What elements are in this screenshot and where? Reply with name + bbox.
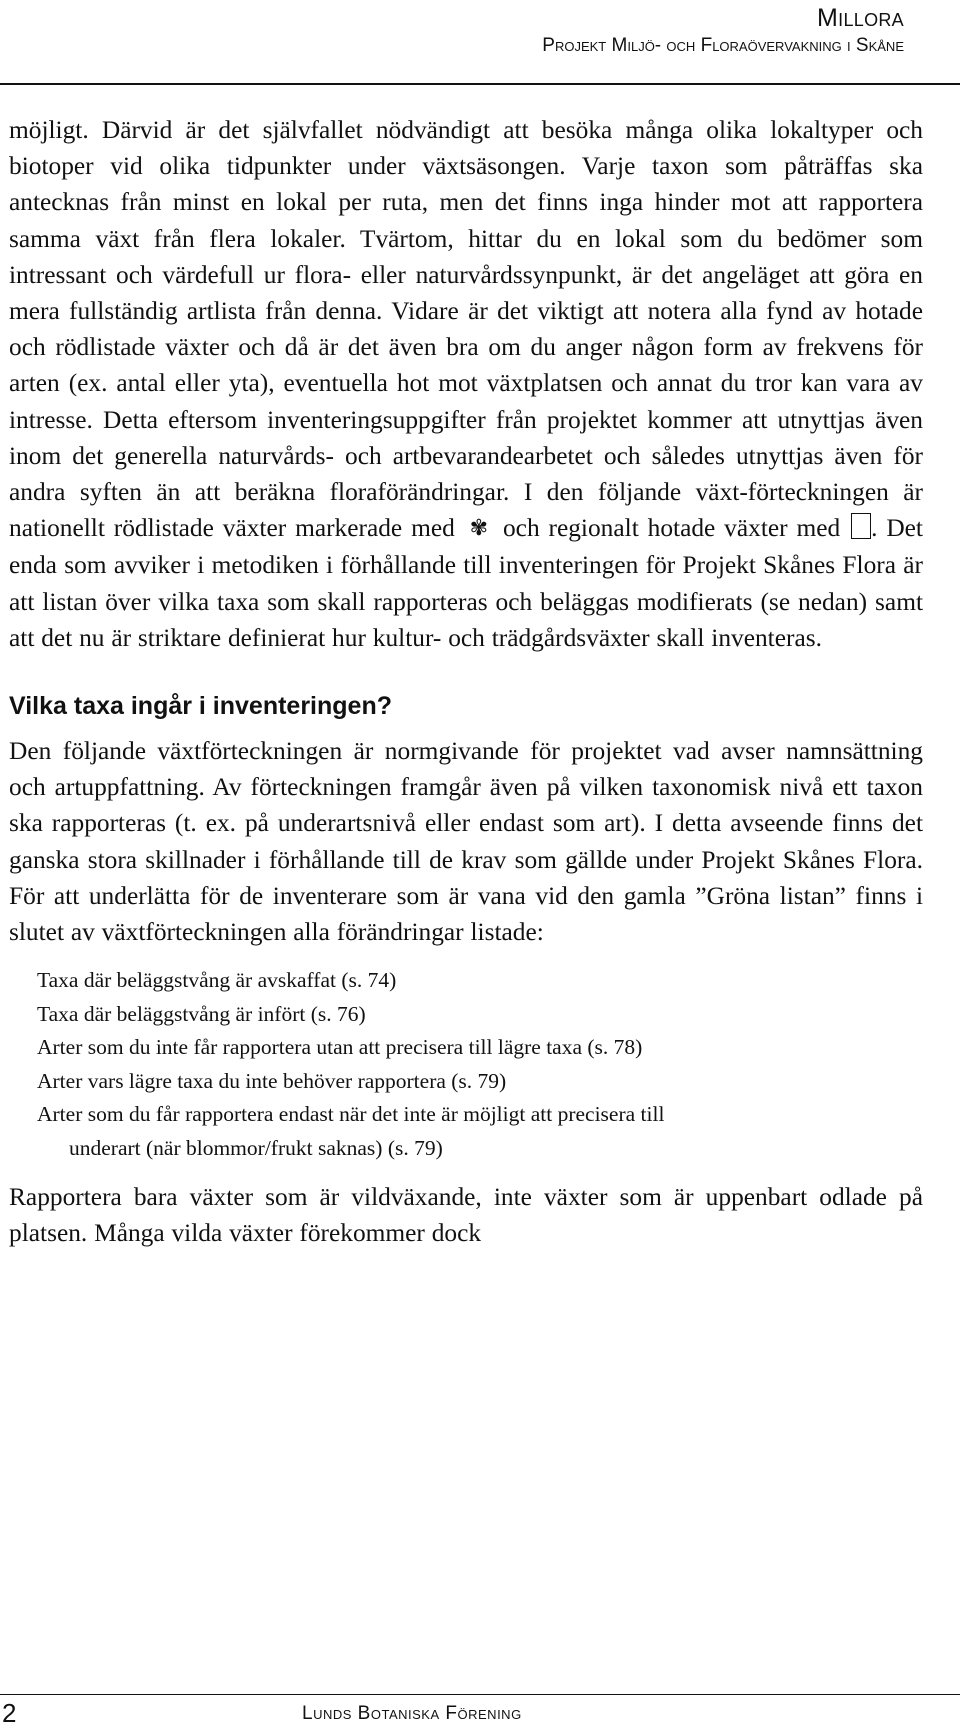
national-redlist-symbol-icon: ✾ [469, 515, 489, 541]
list-item: Arter vars lägre taxa du inte behöver rapportera (s. 79) [37, 1068, 507, 1093]
body-paragraph-1 [9, 112, 923, 656]
paragraph-text: . Det enda som avviker i metodiken i förhållande till inventeringen för Projekt Skånes Flora är att listan över vilka taxa som skall rapporteras och beläggas modifierats (se nedan) samt att det nu är striktare definierat hur kultur- och trädgårdsväxter skall inventeras. [9, 514, 923, 652]
section-heading: Vilka taxa ingår i inventeringen? [9, 692, 392, 721]
list-item: Arter som du inte får rapportera utan att precisera till lägre taxa (s. 78) [37, 1035, 643, 1060]
body-paragraph-2: Den följande växtförteckningen är normgivande för projektet vad avser namnsättning och artuppfattning. Av förteckningen framgår även på vilken taxonomisk nivå ett taxon ska rapporteras (t. ex. på underartsnivå eller endast som art). I detta avseende finns det ganska stora skillnader i förhållande till de krav som gällde under Projekt Skånes Flora. För att underlätta för de inventerare som är vana vid den gamla ”Gröna listan” finns i slutet av växtförteckningen alla förändringar listade: [9, 737, 923, 947]
body-paragraph-3: Rapportera bara växter som är vildväxande, inte växter som är uppenbart odlade på platsen. Många vilda växter förekommer dock [9, 1183, 923, 1248]
header-subtitle: Projekt Miljö- och Floraövervakning i Skåne [542, 34, 904, 56]
regional-threat-symbol-icon [851, 513, 871, 539]
header-title: Millora [817, 4, 904, 32]
list-item-continuation: underart (när blommor/frukt saknas) (s. 79) [69, 1135, 443, 1160]
list-item [37, 1098, 923, 1165]
header-rule [0, 83, 960, 85]
footer-organization: Lunds Botaniska Förening [302, 1703, 522, 1724]
paragraph-text: möjligt. Därvid är det självfallet nödvändigt att besöka många olika lokaltyper och biotoper vid olika tidpunkter under växtsäsongen. Varje taxon som påträffas ska antecknas från minst en lokal per ruta, men det finns inga hinder mot att rapportera samma växt från flera lokaler. Tvärtom, hittar du en lokal som du bedömer som intressant och värdefull ur flora- eller naturvårdssynpunkt, är det angeläget att göra en mera fullständig artlista från denna. Vidare är det viktigt att notera alla fynd av hotade och rödlistade växter och då är det även bra om du anger någon form av frekvens för arten (ex. antal eller yta), eventuella hot mot växtplatsen och annat du tror kan vara av intresse. Detta eftersom inventeringsuppgifter från projektet kommer att utnyttjas även inom det generella naturvårds- och artbevarandearbetet och således utnyttjas även för andra syften än att beräkna floraförändringar. I den följande växt-förteckningen är nationellt rödlistade växter markerade med [9, 116, 923, 543]
page-number: 2 [2, 1698, 17, 1728]
list-item: Taxa där beläggstvång är infört (s. 76) [37, 1001, 366, 1026]
paragraph-text: och regionalt hotade växter med [502, 514, 841, 543]
page-header [542, 4, 904, 57]
changes-list [37, 964, 923, 1165]
main-content [9, 112, 923, 1252]
list-item: Taxa där beläggstvång är avskaffat (s. 74) [37, 968, 397, 993]
footer-rule [0, 1694, 960, 1695]
list-item-line: Arter som du får rapportera endast när det inte är möjligt att precisera till [37, 1102, 665, 1127]
